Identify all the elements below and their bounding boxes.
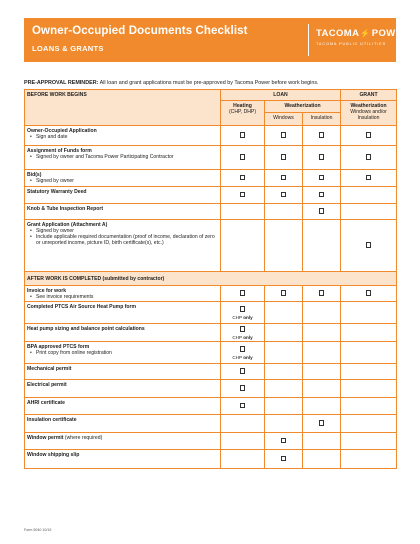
- checkbox-cell: [303, 450, 341, 469]
- table-row: [25, 415, 397, 433]
- row-title: Bid(s): [27, 172, 42, 178]
- row-bullet: • Signed by owner: [27, 228, 218, 234]
- logo-left-word: TACOMA: [316, 28, 360, 39]
- checkbox-cell: [341, 364, 397, 380]
- table-row: [25, 364, 397, 380]
- header-group-row: [25, 90, 397, 101]
- row-label: [25, 398, 221, 415]
- checkbox-cell: [341, 170, 397, 187]
- checkbox-cell: [265, 220, 303, 272]
- row-title: BPA approved PTCS form: [27, 344, 90, 350]
- chp-only-note: [223, 355, 262, 360]
- title-banner: [24, 18, 410, 62]
- checkbox[interactable]: [319, 175, 325, 181]
- checkbox[interactable]: [281, 456, 287, 462]
- checkbox[interactable]: [240, 403, 246, 409]
- row-label: [25, 364, 221, 380]
- row-title: Owner-Occupied Application: [27, 128, 97, 134]
- checkbox-cell: [341, 380, 397, 398]
- table-row: [25, 302, 397, 324]
- checkbox-cell: [303, 146, 341, 170]
- after-section: [25, 272, 397, 286]
- checkbox-cell: [303, 415, 341, 433]
- row-label: [25, 433, 221, 450]
- checkbox[interactable]: [319, 290, 325, 296]
- row-title: Grant Application (Attachment A): [27, 222, 108, 228]
- row-bullet: • Include applicable required documentation (proof of income, declaration of zero or unreported income, picture ID, birth certificate(s), etc.): [27, 234, 218, 246]
- page-subtitle: LOANS & GRANTS: [32, 44, 104, 53]
- checkbox[interactable]: [366, 290, 372, 296]
- checkbox-cell: [341, 433, 397, 450]
- checkbox-cell: [303, 433, 341, 450]
- weatherization-heading: Weatherization: [265, 101, 341, 113]
- logo-right-word: POWER: [371, 28, 410, 39]
- checkbox[interactable]: [319, 154, 325, 160]
- row-label: [25, 302, 221, 324]
- checkbox-cell: [303, 170, 341, 187]
- table-row: [25, 324, 397, 342]
- checkbox-cell: [221, 204, 265, 220]
- before-work-heading: BEFORE WORK BEGINS: [25, 90, 221, 126]
- checkbox-cell: [265, 286, 303, 302]
- loan-heading: LOAN: [221, 90, 341, 101]
- checkbox-cell: [221, 364, 265, 380]
- checkbox-cell: [341, 146, 397, 170]
- after-work-section-row: [25, 272, 397, 286]
- row-bullet: • Signed by owner: [27, 178, 218, 184]
- insulation-heading: Insulation: [303, 113, 341, 126]
- row-label: [25, 204, 221, 220]
- chp-label: CHP: [232, 314, 242, 320]
- table-row: [25, 170, 397, 187]
- checkbox-cell: [341, 324, 397, 342]
- after-work-heading: AFTER WORK IS COMPLETED (submitted by contractor): [25, 272, 397, 286]
- checkbox[interactable]: [281, 132, 287, 138]
- checkbox[interactable]: [240, 192, 246, 198]
- page-title: Owner-Occupied Documents Checklist: [32, 25, 248, 37]
- checkbox-cell: [221, 324, 265, 342]
- checkbox-cell: [265, 146, 303, 170]
- table-row: [25, 204, 397, 220]
- checkbox-cell: [341, 187, 397, 204]
- checkbox-cell: [265, 450, 303, 469]
- table-row: [25, 433, 397, 450]
- before-work-rows: [25, 126, 397, 272]
- checkbox[interactable]: [281, 438, 287, 444]
- heating-heading: Heating (CHP, DHP): [221, 101, 265, 126]
- checkbox[interactable]: [281, 290, 287, 296]
- checkbox-cell: [303, 342, 341, 364]
- row-label: [25, 324, 221, 342]
- checkbox-cell: [221, 415, 265, 433]
- row-title: Statutory Warranty Deed: [27, 189, 87, 195]
- row-title: Assignment of Funds form: [27, 148, 92, 154]
- row-label: [25, 170, 221, 187]
- checkbox-cell: [221, 302, 265, 324]
- checkbox[interactable]: [366, 154, 372, 160]
- checkbox[interactable]: [240, 132, 246, 138]
- checkbox[interactable]: [366, 175, 372, 181]
- table-row: [25, 380, 397, 398]
- checkbox[interactable]: [240, 290, 246, 296]
- tacoma-power-logo: [316, 28, 410, 46]
- checkbox-cell: [265, 324, 303, 342]
- row-label: [25, 342, 221, 364]
- row-label: [25, 415, 221, 433]
- checkbox-cell: [265, 380, 303, 398]
- row-title: Completed PTCS Air Source Heat Pump form: [27, 304, 137, 310]
- checkbox-cell: [303, 302, 341, 324]
- row-label: [25, 220, 221, 272]
- checkbox-cell: [303, 286, 341, 302]
- chp-only-note: [223, 335, 262, 340]
- checkbox[interactable]: [281, 192, 287, 198]
- row-title: Electrical permit: [27, 382, 67, 388]
- checkbox-cell: [221, 398, 265, 415]
- checkbox-cell: [341, 342, 397, 364]
- checkbox[interactable]: [319, 192, 325, 198]
- checkbox-cell: [265, 342, 303, 364]
- checkbox-cell: [303, 220, 341, 272]
- row-title: Window shipping slip: [27, 452, 80, 458]
- checkbox[interactable]: [319, 132, 325, 138]
- only-label: only: [243, 334, 253, 340]
- checkbox-cell: [221, 187, 265, 204]
- table-row: [25, 450, 397, 469]
- checkbox[interactable]: [366, 132, 372, 138]
- checkbox[interactable]: [240, 306, 246, 312]
- row-title: Window permit: [27, 435, 64, 441]
- table-row: [25, 146, 397, 170]
- lightning-bolt-icon: ⚡: [360, 29, 371, 38]
- checkbox-cell: [265, 433, 303, 450]
- checkbox-cell: [221, 170, 265, 187]
- documents-checklist-table: [24, 89, 397, 469]
- reminder-label: PRE-APPROVAL REMINDER:: [24, 80, 99, 86]
- checkbox-cell: [265, 398, 303, 415]
- pre-approval-reminder: [24, 80, 400, 87]
- table-row: [25, 220, 397, 272]
- checkbox[interactable]: [240, 385, 246, 391]
- checkbox[interactable]: [281, 154, 287, 160]
- checkbox-cell: [303, 364, 341, 380]
- checkbox-cell: [265, 364, 303, 380]
- checkbox-cell: [341, 415, 397, 433]
- grant-weatherization-heading: Weatherization Windows and/or Insulation: [341, 101, 397, 126]
- row-title: Knob & Tube Inspection Report: [27, 206, 104, 212]
- checkbox-cell: [303, 380, 341, 398]
- after-work-rows: [25, 286, 397, 469]
- checkbox-cell: [265, 170, 303, 187]
- form-number: Form 5040 10/19: [24, 528, 52, 532]
- row-bullet: • Signed by owner and Tacoma Power Participating Contractor: [27, 154, 218, 160]
- checkbox-cell: [221, 380, 265, 398]
- checkbox[interactable]: [319, 208, 325, 214]
- checkbox-cell: [303, 324, 341, 342]
- row-label: [25, 187, 221, 204]
- table-row: [25, 187, 397, 204]
- checkbox[interactable]: [240, 326, 246, 332]
- checkbox-cell: [303, 187, 341, 204]
- checkbox-cell: [265, 415, 303, 433]
- checkbox-cell: [341, 220, 397, 272]
- row-title-note: (where required): [64, 435, 103, 441]
- checkbox-cell: [221, 126, 265, 146]
- checkbox-cell: [221, 433, 265, 450]
- row-title: Heat pump sizing and balance point calculations: [27, 326, 145, 332]
- row-label: [25, 380, 221, 398]
- only-label: only: [243, 354, 253, 360]
- row-label: [25, 450, 221, 469]
- checkbox[interactable]: [319, 420, 325, 426]
- row-label: [25, 286, 221, 302]
- table-row: [25, 342, 397, 364]
- checkbox-cell: [221, 342, 265, 364]
- row-bullet: • See invoice requirements: [27, 294, 218, 300]
- table-row: [25, 398, 397, 415]
- checkbox[interactable]: [366, 242, 372, 248]
- chp-only-note: [223, 315, 262, 320]
- checkbox-cell: [303, 204, 341, 220]
- checkbox-cell: [341, 286, 397, 302]
- logo-wordmark: [316, 28, 410, 39]
- checkbox-cell: [265, 302, 303, 324]
- checkbox-cell: [341, 398, 397, 415]
- checkbox[interactable]: [281, 175, 287, 181]
- checkbox[interactable]: [240, 175, 246, 181]
- checkbox[interactable]: [240, 368, 246, 374]
- row-title: AHRI certificate: [27, 400, 65, 406]
- checkbox-cell: [341, 204, 397, 220]
- checkbox-cell: [221, 220, 265, 272]
- checkbox-cell: [303, 398, 341, 415]
- reminder-text: All loan and grant applications must be pre-approved by Tacoma Power before work begins.: [99, 80, 319, 86]
- logo-tagline: TACOMA PUBLIC UTILITIES: [316, 42, 386, 46]
- row-title: Invoice for work: [27, 288, 67, 294]
- checkbox-cell: [341, 450, 397, 469]
- table-row: [25, 286, 397, 302]
- checkbox-cell: [221, 286, 265, 302]
- checkbox-cell: [265, 187, 303, 204]
- checkbox-cell: [221, 146, 265, 170]
- chp-label: CHP: [232, 354, 242, 360]
- checkbox-cell: [265, 126, 303, 146]
- row-bullet: • Sign and date: [27, 134, 218, 140]
- checkbox-cell: [265, 204, 303, 220]
- banner-divider: [308, 24, 309, 56]
- row-label: [25, 126, 221, 146]
- checkbox-cell: [341, 126, 397, 146]
- row-label: [25, 146, 221, 170]
- row-title: Mechanical permit: [27, 366, 72, 372]
- grant-heading: GRANT: [341, 90, 397, 101]
- windows-heading: Windows: [265, 113, 303, 126]
- row-title: Insulation certificate: [27, 417, 77, 423]
- row-bullet: • Print copy from online registration: [27, 350, 218, 356]
- checkbox-cell: [303, 126, 341, 146]
- checkbox[interactable]: [240, 154, 246, 160]
- checkbox-cell: [341, 302, 397, 324]
- checkbox-cell: [221, 450, 265, 469]
- only-label: only: [243, 314, 253, 320]
- table-row: [25, 126, 397, 146]
- chp-label: CHP: [232, 334, 242, 340]
- checkbox[interactable]: [240, 346, 246, 352]
